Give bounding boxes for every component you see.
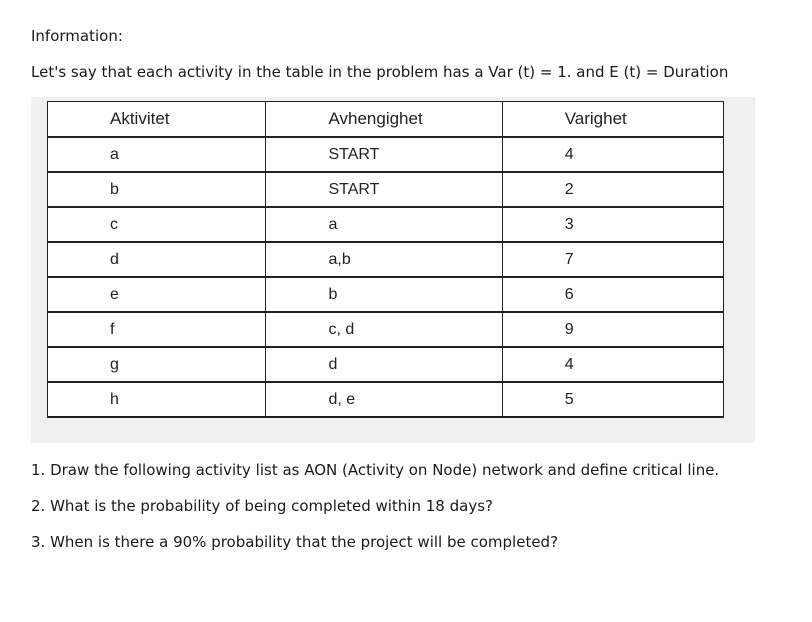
- question-2: 2. What is the probability of being completed within 18 days?: [31, 497, 493, 515]
- table-row: [48, 277, 724, 312]
- page-heading: Information:: [31, 27, 123, 45]
- table-row: [48, 172, 724, 207]
- dependency-cell: a: [266, 207, 502, 242]
- activity-cell: c: [48, 207, 266, 242]
- duration-cell: 2: [502, 172, 723, 207]
- activity-cell: d: [48, 242, 266, 277]
- question-3: 3. When is there a 90% probability that the project will be completed?: [31, 533, 559, 551]
- header-dependency: Avhengighet: [266, 102, 502, 138]
- duration-cell: 3: [502, 207, 723, 242]
- table-header-row: [48, 102, 724, 138]
- activity-table: [47, 101, 724, 418]
- duration-cell: 4: [502, 347, 723, 382]
- duration-cell: 5: [502, 382, 723, 417]
- duration-cell: 9: [502, 312, 723, 347]
- activity-cell: a: [48, 137, 266, 172]
- table-row: [48, 137, 724, 172]
- activity-cell: e: [48, 277, 266, 312]
- dependency-cell: d: [266, 347, 502, 382]
- dependency-cell: START: [266, 137, 502, 172]
- dependency-cell: b: [266, 277, 502, 312]
- question-1: 1. Draw the following activity list as AON (Activity on Node) network and define critical line.: [31, 461, 720, 479]
- dependency-cell: START: [266, 172, 502, 207]
- activity-cell: b: [48, 172, 266, 207]
- intro-text: Let's say that each activity in the table in the problem has a Var (t) = 1. and E (t) = Duration: [31, 63, 729, 81]
- dependency-cell: c, d: [266, 312, 502, 347]
- header-activity: Aktivitet: [48, 102, 266, 138]
- duration-cell: 6: [502, 277, 723, 312]
- activity-cell: f: [48, 312, 266, 347]
- activity-cell: g: [48, 347, 266, 382]
- dependency-cell: a,b: [266, 242, 502, 277]
- table-row: [48, 312, 724, 347]
- table-row: [48, 382, 724, 417]
- dependency-cell: d, e: [266, 382, 502, 417]
- header-duration: Varighet: [502, 102, 723, 138]
- table-row: [48, 242, 724, 277]
- table-row: [48, 347, 724, 382]
- activity-cell: h: [48, 382, 266, 417]
- duration-cell: 4: [502, 137, 723, 172]
- activity-table-container: [31, 97, 755, 443]
- table-row: [48, 207, 724, 242]
- duration-cell: 7: [502, 242, 723, 277]
